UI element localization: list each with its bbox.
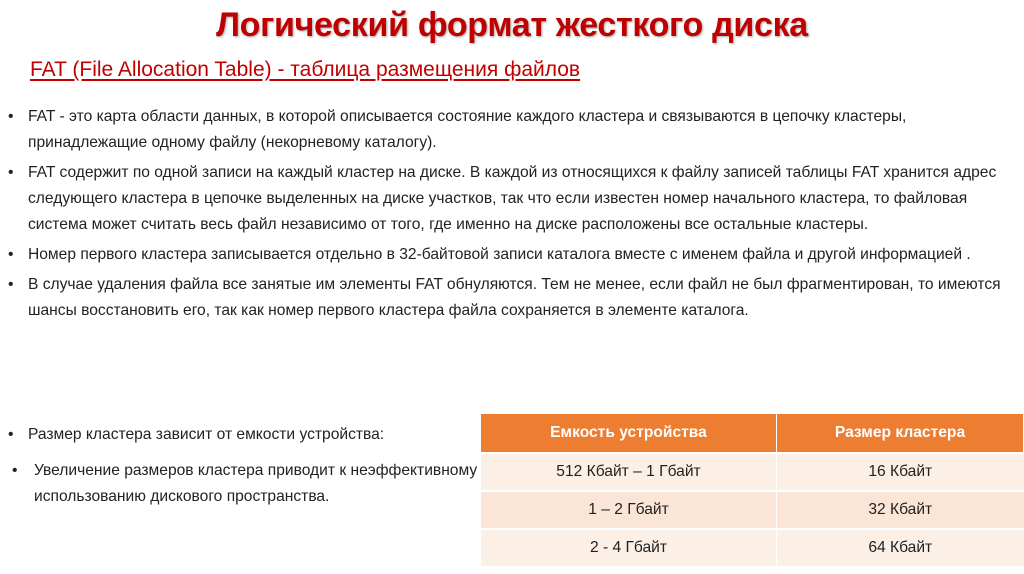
bullet-text: FAT содержит по одной записи на каждый кластер на диске. В каждой из относящихся к файлу записей таблицы FAT хранится адрес следующего кластера в цепочке выделенных на диске участков, так что если известен номер начального кластера, то файловая система может считать весь файл независимо от того, где именно на диске расположены все остальные кластеры. xyxy=(28,164,997,233)
bullet-item xyxy=(6,272,1006,324)
slide-subtitle: FAT (File Allocation Table) - таблица размещения файлов xyxy=(30,58,581,81)
bullet-item-cluster-increase xyxy=(12,458,494,510)
bullet-item xyxy=(6,104,1006,156)
table-header-row xyxy=(481,414,1024,454)
table-row xyxy=(481,453,1024,491)
bullet-icon: • xyxy=(8,164,14,181)
bullet-icon: • xyxy=(8,108,14,125)
table-cell: 16 Кбайт xyxy=(777,453,1024,491)
bullet-text: Увеличение размеров кластера приводит к неэффективному использованию дискового пространства. xyxy=(34,462,478,505)
table-row xyxy=(481,529,1024,566)
column-header-capacity: Емкость устройства xyxy=(481,414,777,454)
bullet-text: В случае удаления файла все занятые им элементы FAT обнуляются. Тем не менее, если файл не был фрагментирован, то имеются шансы восстановить его, так как номер первого кластера файла сохраняется в элементе каталога. xyxy=(28,276,1001,319)
bullet-icon: • xyxy=(12,462,18,479)
bullet-item-cluster-size xyxy=(6,422,498,448)
bullet-icon: • xyxy=(8,426,14,443)
bullet-icon: • xyxy=(8,276,14,293)
table-cell: 512 Кбайт – 1 Гбайт xyxy=(481,453,777,491)
bullet-text: FAT - это карта области данных, в которой описывается состояние каждого кластера и связываются в цепочку кластеры, принадлежащие одному файлу (некорневому каталогу). xyxy=(28,108,907,151)
table-cell: 32 Кбайт xyxy=(777,491,1024,529)
table-cell: 64 Кбайт xyxy=(777,529,1024,566)
table-cell: 1 – 2 Гбайт xyxy=(481,491,777,529)
table-row xyxy=(481,491,1024,529)
bullet-item xyxy=(6,242,1006,268)
bullet-text: Номер первого кластера записывается отдельно в 32-байтовой записи каталога вместе с именем файла и другой информацией . xyxy=(28,246,971,263)
bullet-list xyxy=(6,104,1006,328)
cluster-size-table xyxy=(480,413,1024,566)
column-header-cluster-size: Размер кластера xyxy=(777,414,1024,454)
bullet-item xyxy=(6,160,1006,238)
table-cell: 2 - 4 Гбайт xyxy=(481,529,777,566)
bullet-icon: • xyxy=(8,246,14,263)
slide-title: Логический формат жесткого диска xyxy=(216,6,808,44)
bullet-text: Размер кластера зависит от емкости устройства: xyxy=(28,426,385,443)
